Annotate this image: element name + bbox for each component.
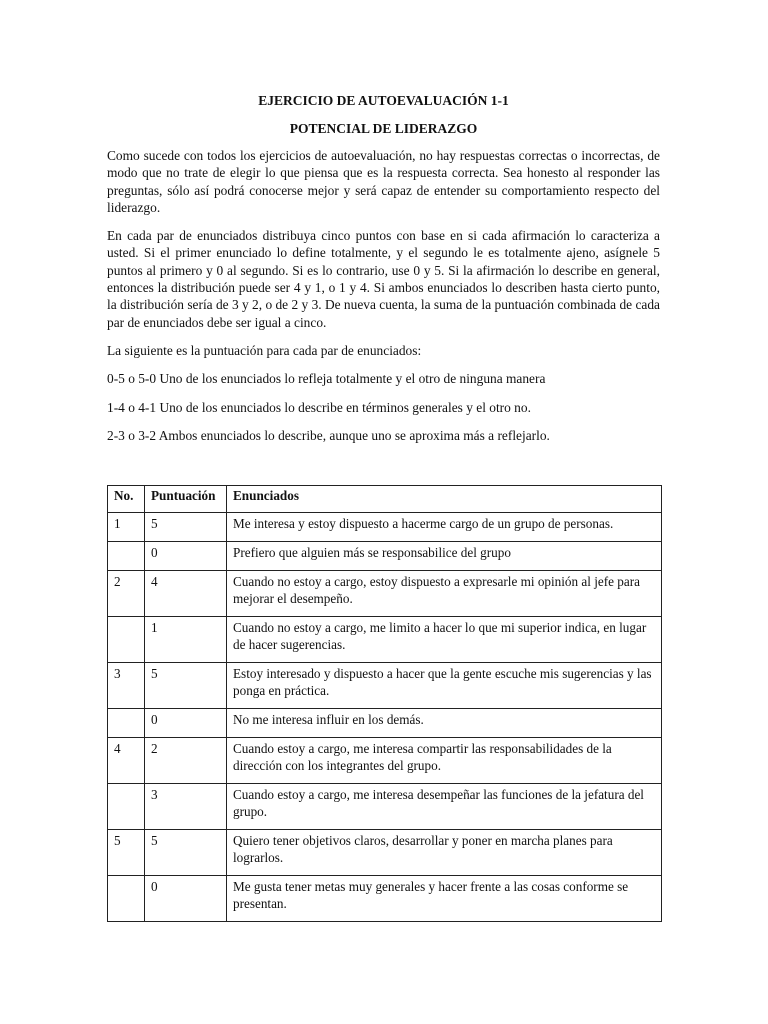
statement-cell: Cuando no estoy a cargo, me limito a hacer lo que mi superior indica, en lugar de hacer sugerencias. <box>227 617 662 663</box>
pair-number-empty <box>108 876 145 922</box>
score-cell: 5 <box>145 513 227 542</box>
header-no: No. <box>108 486 145 513</box>
instructions-paragraph: En cada par de enunciados distribuya cinco puntos con base en si cada afirmación lo caracteriza a usted. Si el primer enunciado lo define totalmente, y el segundo le es totalmente ajeno, asígnele 5 puntos al primero y 0 al segundo. Si es lo contrario, use 0 y 5. Si la afirmación lo describe en general, entonces la distribución puede ser 4 y 1, o 1 y 4. Si ambos enunciados lo describen hasta cierto punto, la distribución sería de 3 y 2, o de 2 y 3. De nueva cuenta, la suma de la puntuación combinada de cada par de enunciados debe ser igual a cinco. <box>107 228 660 330</box>
table-row <box>108 830 662 876</box>
pair-number: 3 <box>108 663 145 709</box>
pair-number-empty <box>108 617 145 663</box>
table-row <box>108 542 662 571</box>
score-cell: 0 <box>145 542 227 571</box>
pair-number-empty <box>108 709 145 738</box>
document-body <box>107 92 660 455</box>
statement-cell: Quiero tener objetivos claros, desarrollar y poner en marcha planes para lograrlos. <box>227 830 662 876</box>
scores-table <box>107 485 662 922</box>
table-row <box>108 513 662 542</box>
table-row <box>108 709 662 738</box>
score-cell: 0 <box>145 876 227 922</box>
table-header-row <box>108 486 662 513</box>
document-title: EJERCICIO DE AUTOEVALUACIÓN 1-1 <box>258 93 509 108</box>
scoring-line: 2-3 o 3-2 Ambos enunciados lo describe, aunque uno se aproxima más a reflejarlo. <box>107 427 550 443</box>
statement-cell: Cuando estoy a cargo, me interesa desempeñar las funciones de la jefatura del grupo. <box>227 784 662 830</box>
pair-number: 5 <box>108 830 145 876</box>
statement-cell: Prefiero que alguien más se responsabilice del grupo <box>227 542 662 571</box>
score-cell: 1 <box>145 617 227 663</box>
table-row <box>108 784 662 830</box>
score-cell: 3 <box>145 784 227 830</box>
statement-cell: Cuando no estoy a cargo, estoy dispuesto a expresarle mi opinión al jefe para mejorar el desempeño. <box>227 571 662 617</box>
table-row <box>108 663 662 709</box>
pair-number: 4 <box>108 738 145 784</box>
table-row <box>108 617 662 663</box>
header-statements: Enunciados <box>227 486 662 513</box>
header-score: Puntuación <box>145 486 227 513</box>
pair-number: 2 <box>108 571 145 617</box>
statement-cell: No me interesa influir en los demás. <box>227 709 662 738</box>
statement-cell: Cuando estoy a cargo, me interesa compartir las responsabilidades de la dirección con los integrantes del grupo. <box>227 738 662 784</box>
statement-cell: Me gusta tener metas muy generales y hacer frente a las cosas conforme se presentan. <box>227 876 662 922</box>
pair-number-empty <box>108 542 145 571</box>
document-subtitle: POTENCIAL DE LIDERAZGO <box>289 121 478 136</box>
score-cell: 0 <box>145 709 227 738</box>
score-cell: 5 <box>145 830 227 876</box>
intro-paragraph: Como sucede con todos los ejercicios de autoevaluación, no hay respuestas correctas o incorrectas, de modo que no trate de elegir lo que piensa que es la respuesta correcta. Sea honesto al responder las preguntas, sólo así podrá conocerse mejor y será capaz de entender su comportamiento respecto del liderazgo. <box>107 148 660 215</box>
table-row <box>108 571 662 617</box>
table-row <box>108 876 662 922</box>
scoring-line: 0-5 o 5-0 Uno de los enunciados lo refleja totalmente y el otro de ninguna manera <box>107 371 546 387</box>
pair-number: 1 <box>108 513 145 542</box>
table-row <box>108 738 662 784</box>
pair-number-empty <box>108 784 145 830</box>
score-cell: 4 <box>145 571 227 617</box>
scoring-line: 1-4 o 4-1 Uno de los enunciados lo describe en términos generales y el otro no. <box>107 399 531 415</box>
statement-cell: Estoy interesado y dispuesto a hacer que la gente escuche mis sugerencias y las ponga en práctica. <box>227 663 662 709</box>
score-cell: 5 <box>145 663 227 709</box>
scoring-intro: La siguiente es la puntuación para cada par de enunciados: <box>107 342 422 358</box>
statement-cell: Me interesa y estoy dispuesto a hacerme cargo de un grupo de personas. <box>227 513 662 542</box>
score-cell: 2 <box>145 738 227 784</box>
